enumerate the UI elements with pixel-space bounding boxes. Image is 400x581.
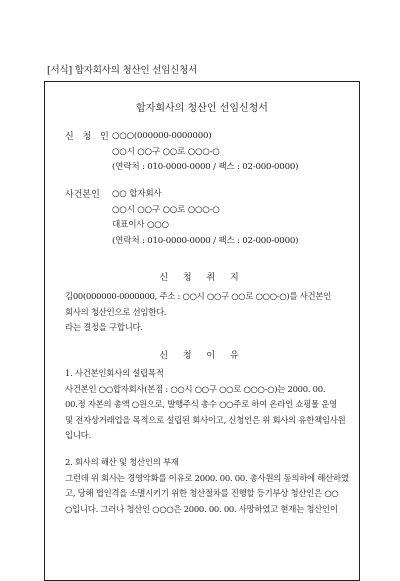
reason-line: ○입니다. 그러나 청산인 ○○○은 2000. 00. 00. 사망하였고 현재는 청산인이 <box>65 503 338 514</box>
reason-section-1 <box>65 366 355 444</box>
applicant-details <box>112 129 298 176</box>
reason-section-title: 1. 사건본인회사의 설립목적 <box>65 368 164 378</box>
purpose-text <box>65 289 355 336</box>
reason-section-2 <box>65 455 355 517</box>
applicant-contact: (연락처 : 010-0000-0000 / 팩스 : 02-000-0000) <box>112 162 299 172</box>
purpose-line: 김00(000000-0000000, 주소 : ○○시 ○○구 ○○로 ○○○-○)를 사건본인 <box>65 291 332 301</box>
purpose-line: 회사의 청산인으로 선임한다. <box>65 306 167 317</box>
applicant-name-id: ○○○(000000-0000000) <box>112 131 212 141</box>
company-representative: 대표이사 ○○○ <box>112 220 169 230</box>
form-label: [서식] 합자회사의 청산인 선임신청서 <box>47 65 198 76</box>
company-name: ○○ 합자회사 <box>112 189 162 199</box>
reason-line: 그런데 위 회사는 경영악화를 이유로 2000. 00. 00. 총사원의 동의하에 해산하였 <box>65 472 349 483</box>
applicant-role-label: 신 청 인 <box>65 132 112 142</box>
reason-line: 고, 당해 법인격을 소멸시키기 위한 청산절차를 진행할 등기부상 청산인은 ○○ <box>65 488 339 498</box>
reason-section-title: 2. 회사의 해산 및 청산인의 부재 <box>65 457 179 467</box>
document-title: 합자회사의 청산인 선임신청서 <box>136 103 268 114</box>
reason-line: 사건본인 ○○합자회사(본점 : ○○시 ○○구 ○○로 ○○○-○)는 2000. 00. <box>65 383 326 394</box>
applicant-address: ○○시 ○○구 ○○로 ○○○-○ <box>112 146 220 157</box>
company-details <box>112 187 298 249</box>
reasons-heading: 신 청 이 유 <box>159 351 245 361</box>
company-address: ○○시 ○○구 ○○로 ○○○-○ <box>112 204 220 215</box>
reason-line: 및 전자상거래업을 목적으로 설립된 회사이고, 신청인은 위 회사의 유한책임사원 <box>65 414 346 425</box>
company-role-label: 사건본인 <box>65 190 100 200</box>
reason-line: 00.정 자본의 총액 ○원으로, 발행주식 총수 ○○주로 하여 온라인 쇼핑몰 운영 <box>65 399 337 409</box>
document-box <box>44 81 360 581</box>
purpose-line: 라는 결정을 구합니다. <box>65 322 143 332</box>
company-contact: (연락처 : 010-0000-0000 / 팩스 : 02-000-0000) <box>112 235 299 246</box>
purpose-heading: 신 청 취 지 <box>159 273 245 283</box>
reason-line: 입니다. <box>65 430 91 440</box>
